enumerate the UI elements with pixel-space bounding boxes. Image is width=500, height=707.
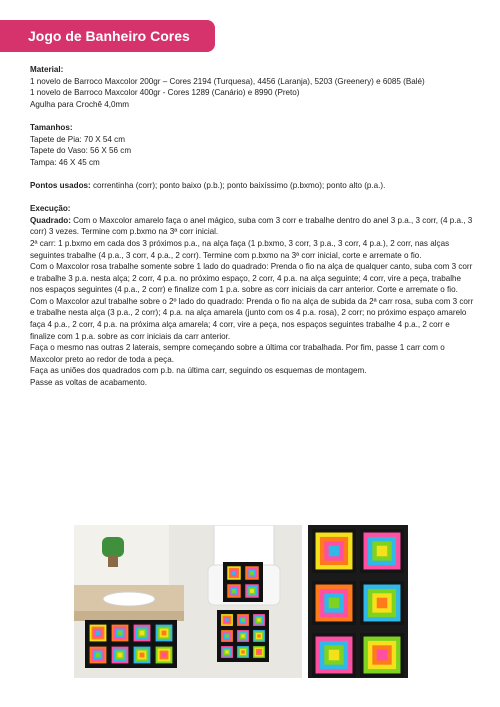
rug-big (85, 620, 177, 668)
execucao-paragraph: Passe as voltas de acabamento. (30, 378, 147, 388)
bathroom-scene-illustration (74, 525, 302, 678)
tamanhos-label: Tamanhos: (30, 122, 73, 132)
material-label: Material: (30, 65, 64, 74)
photo-strip (74, 525, 408, 678)
bathroom-photo (74, 525, 302, 678)
pattern-text (30, 64, 474, 389)
size-line: Tampa: 46 X 45 cm (30, 157, 100, 167)
material-line: 1 novelo de Barroco Maxcolor 400gr - Cores 1289 (Canário) e 8990 (Preto) (30, 88, 300, 98)
pontos-paragraph (30, 180, 474, 192)
quadrado-text: Com o Maxcolor amarelo faça o anel mágico, suba com 3 corr e trabalhe dentro do anel 3 p.a., 3 corr, (4 p.a., 3 corr) 3 vezes. Termine com p.bxmo na 3ª corr inicial. (30, 215, 473, 237)
quadrado-paragraph (30, 215, 474, 238)
execucao-paragraph: 2ª carr: 1 p.bxmo em cada dos 3 próximos p.a., na alça faça (1 p.bxmo, 3 corr, 3 p.a., 3 corr, 4 p.a.), 2 corr, nas alças seguintes trabalhe (4 p.a., 3 corr, 4 p.a., 2 corr). Termine com p.bxmo na 3ª corr inicial, corte e arremate o fio. (30, 238, 450, 260)
pontos-label: Pontos usados: (30, 180, 91, 190)
rug-vase (217, 610, 269, 662)
quadrado-label: Quadrado: (30, 215, 71, 225)
size-line: Tapete de Pia: 70 X 54 cm (30, 134, 125, 144)
execucao-paragraph: Faça as uniões dos quadrados com p.b. na última carr, seguindo os esquemas de montagem. (30, 366, 367, 376)
pontos-text: correntinha (corr); ponto baixo (p.b.); ponto baixíssimo (p.bxmo); ponto alto (p.a.). (90, 180, 386, 190)
rug-lid (223, 562, 263, 602)
page-title: Jogo de Banheiro Cores (28, 28, 190, 44)
size-line: Tapete do Vaso: 56 X 56 cm (30, 146, 132, 156)
header-bar (0, 20, 215, 52)
material-line: 1 novelo de Barroco Maxcolor 200gr – Cores 2194 (Turquesa), 4456 (Laranja), 5203 (Greenery) e 6085 (Balé) (30, 76, 425, 86)
execucao-paragraph: Com o Maxcolor azul trabalhe sobre o 2º lado do quadrado: Prenda o fio na alça de subida da 2ª carr rosa, suba com 3 corr e trabalhe nesta alça (3 p.a., 2 corr); 4 p.a. na alça amarela (junto com os 4 p.a. rosa), 2 corr; no próximo espaço amarelo faça 4 p.a., 2 corr, 4 p.a. na próxima alça amarela; 4 corr, vire a peça, nos espaços seguintes trabalhe 4 p.a., 2 corr e finalize com 1 p.a. sobre as corr iniciais da carr anterior. (30, 296, 474, 341)
material-line: Agulha para Crochê 4,0mm (30, 99, 129, 109)
execucao-label: Execução: (30, 204, 71, 214)
execucao-paragraph: Faça o mesmo nas outras 2 laterais, sempre começando sobre a última cor trabalhada. Por fim, passe 1 carr com o Maxcolor preto ao redor de toda a peça. (30, 343, 445, 364)
execucao-paragraph: Com o Maxcolor rosa trabalhe somente sobre 1 lado do quadrado: Prenda o fio na alça de qualquer canto, suba com 3 corr e trabalhe 3 p.a. nesta alça; 2 corr, 4 p.a. no próximo espaço, 2 corr, 4 p.a. na alça seguinte; 4 corr, vire a peça, trabalhe nos espaços seguintes (4 p.a., 2 corr) e finalize com 1 p.a. sobre as corr iniciais da carr anterior. Corte e arremate o fio. (30, 262, 473, 295)
closeup-photo (308, 525, 408, 678)
granny-closeup-illustration (308, 525, 408, 678)
